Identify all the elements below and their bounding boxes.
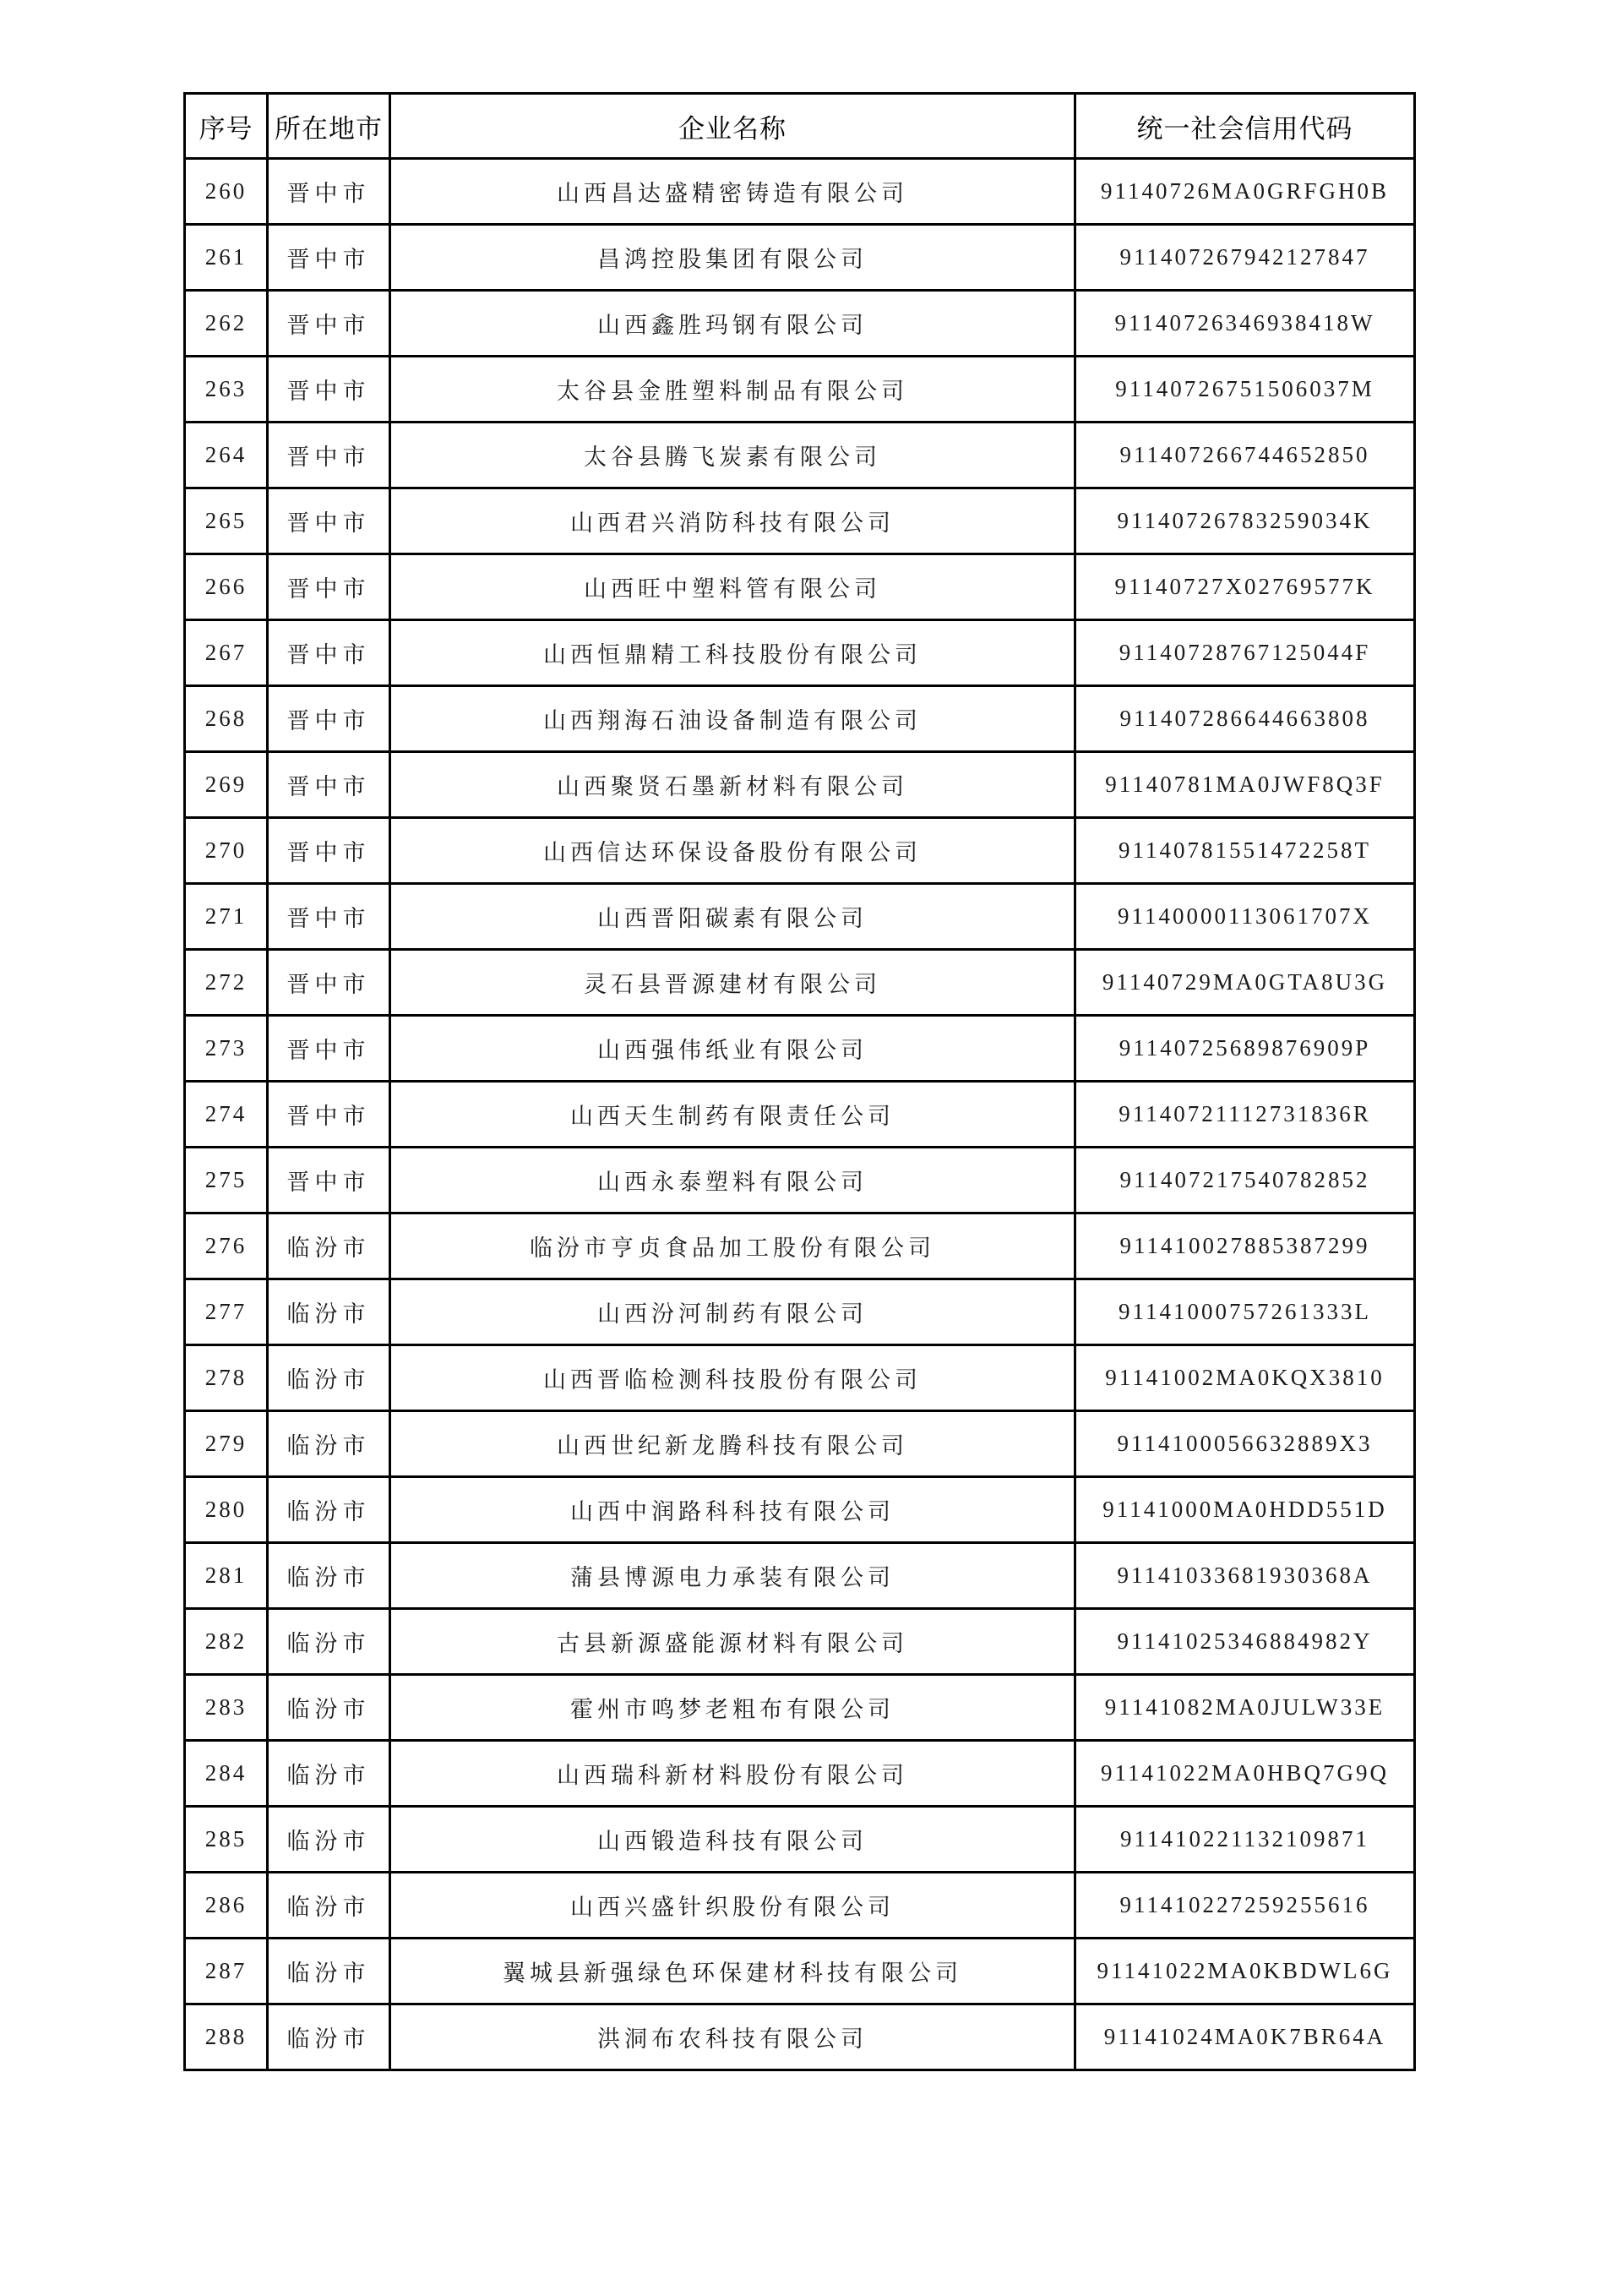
enterprise-name-cell: 山西中润路科科技有限公司 — [390, 1477, 1075, 1543]
credit-code-cell: 91141024MA0K7BR64A — [1075, 2004, 1415, 2070]
serial-number-cell: 286 — [185, 1873, 268, 1939]
table-row — [185, 818, 1415, 884]
serial-number-cell: 281 — [185, 1543, 268, 1609]
credit-code-cell: 91140726751506037M — [1075, 357, 1415, 423]
city-cell: 晋中市 — [268, 225, 390, 291]
credit-code-cell: 91141082MA0JULW33E — [1075, 1675, 1415, 1741]
credit-code-cell: 9114100056632889X3 — [1075, 1411, 1415, 1477]
enterprise-name-cell: 山西旺中塑料管有限公司 — [390, 554, 1075, 620]
credit-code-cell: 91140729MA0GTA8U3G — [1075, 950, 1415, 1016]
enterprise-name-cell: 山西聚贤石墨新材料有限公司 — [390, 752, 1075, 818]
enterprise-name-cell: 灵石县晋源建材有限公司 — [390, 950, 1075, 1016]
table-header — [185, 94, 1415, 159]
serial-number-cell: 272 — [185, 950, 268, 1016]
city-cell: 临汾市 — [268, 1213, 390, 1279]
table-row — [185, 752, 1415, 818]
serial-number-cell: 282 — [185, 1609, 268, 1675]
city-cell: 晋中市 — [268, 357, 390, 423]
city-cell: 晋中市 — [268, 488, 390, 554]
enterprise-name-cell: 太谷县腾飞炭素有限公司 — [390, 423, 1075, 488]
city-cell: 晋中市 — [268, 620, 390, 686]
credit-code-cell: 911407217540782852 — [1075, 1148, 1415, 1213]
city-cell: 晋中市 — [268, 818, 390, 884]
serial-number-cell: 274 — [185, 1082, 268, 1148]
enterprise-name-cell: 山西翔海石油设备制造有限公司 — [390, 686, 1075, 752]
serial-number-cell: 288 — [185, 2004, 268, 2070]
header-city: 所在地市 — [268, 94, 390, 159]
credit-code-cell: 911407267942127847 — [1075, 225, 1415, 291]
enterprise-name-cell: 翼城县新强绿色环保建材科技有限公司 — [390, 1939, 1075, 2004]
table-row — [185, 1016, 1415, 1082]
credit-code-cell: 91140725689876909P — [1075, 1016, 1415, 1082]
table-row — [185, 2004, 1415, 2070]
city-cell: 晋中市 — [268, 752, 390, 818]
city-cell: 临汾市 — [268, 2004, 390, 2070]
enterprise-name-cell: 霍州市鸣梦老粗布有限公司 — [390, 1675, 1075, 1741]
credit-code-cell: 91140781551472258T — [1075, 818, 1415, 884]
city-cell: 晋中市 — [268, 423, 390, 488]
city-cell: 晋中市 — [268, 686, 390, 752]
city-cell: 临汾市 — [268, 1675, 390, 1741]
enterprise-name-cell: 蒲县博源电力承装有限公司 — [390, 1543, 1075, 1609]
enterprise-name-cell: 山西信达环保设备股份有限公司 — [390, 818, 1075, 884]
credit-code-cell: 91141000757261333L — [1075, 1279, 1415, 1345]
credit-code-cell: 91141033681930368A — [1075, 1543, 1415, 1609]
serial-number-cell: 261 — [185, 225, 268, 291]
enterprise-name-cell: 山西晋阳碳素有限公司 — [390, 884, 1075, 950]
credit-code-cell: 91141025346884982Y — [1075, 1609, 1415, 1675]
enterprise-name-cell: 山西汾河制药有限公司 — [390, 1279, 1075, 1345]
serial-number-cell: 285 — [185, 1807, 268, 1873]
serial-number-cell: 268 — [185, 686, 268, 752]
serial-number-cell: 287 — [185, 1939, 268, 2004]
serial-number-cell: 266 — [185, 554, 268, 620]
city-cell: 临汾市 — [268, 1741, 390, 1807]
table-row — [185, 1279, 1415, 1345]
credit-code-cell: 91140728767125044F — [1075, 620, 1415, 686]
table-row — [185, 1873, 1415, 1939]
enterprise-list-table — [183, 92, 1416, 2071]
city-cell: 临汾市 — [268, 1807, 390, 1873]
enterprise-name-cell: 山西强伟纸业有限公司 — [390, 1016, 1075, 1082]
credit-code-cell: 91140726346938418W — [1075, 291, 1415, 357]
enterprise-name-cell: 山西天生制药有限责任公司 — [390, 1082, 1075, 1148]
credit-code-cell: 91140781MA0JWF8Q3F — [1075, 752, 1415, 818]
enterprise-name-cell: 太谷县金胜塑料制品有限公司 — [390, 357, 1075, 423]
table-row — [185, 686, 1415, 752]
serial-number-cell: 273 — [185, 1016, 268, 1082]
serial-number-cell: 276 — [185, 1213, 268, 1279]
credit-code-cell: 91140000113061707X — [1075, 884, 1415, 950]
enterprise-name-cell: 山西君兴消防科技有限公司 — [390, 488, 1075, 554]
serial-number-cell: 283 — [185, 1675, 268, 1741]
table-row — [185, 488, 1415, 554]
enterprise-name-cell: 古县新源盛能源材料有限公司 — [390, 1609, 1075, 1675]
city-cell: 临汾市 — [268, 1345, 390, 1411]
table-row — [185, 1741, 1415, 1807]
serial-number-cell: 271 — [185, 884, 268, 950]
enterprise-name-cell: 山西恒鼎精工科技股份有限公司 — [390, 620, 1075, 686]
credit-code-cell: 911410027885387299 — [1075, 1213, 1415, 1279]
serial-number-cell: 262 — [185, 291, 268, 357]
table-row — [185, 357, 1415, 423]
table-row — [185, 1148, 1415, 1213]
enterprise-name-cell: 山西昌达盛精密铸造有限公司 — [390, 159, 1075, 225]
serial-number-cell: 278 — [185, 1345, 268, 1411]
city-cell: 临汾市 — [268, 1411, 390, 1477]
serial-number-cell: 280 — [185, 1477, 268, 1543]
serial-number-cell: 263 — [185, 357, 268, 423]
serial-number-cell: 269 — [185, 752, 268, 818]
city-cell: 临汾市 — [268, 1543, 390, 1609]
city-cell: 临汾市 — [268, 1477, 390, 1543]
credit-code-cell: 91141002MA0KQX3810 — [1075, 1345, 1415, 1411]
serial-number-cell: 275 — [185, 1148, 268, 1213]
city-cell: 临汾市 — [268, 1939, 390, 2004]
table-row — [185, 1939, 1415, 2004]
table-row — [185, 1082, 1415, 1148]
serial-number-cell: 265 — [185, 488, 268, 554]
serial-number-cell: 260 — [185, 159, 268, 225]
table-row — [185, 1213, 1415, 1279]
credit-code-cell: 911407286644663808 — [1075, 686, 1415, 752]
city-cell: 晋中市 — [268, 1082, 390, 1148]
serial-number-cell: 279 — [185, 1411, 268, 1477]
table-row — [185, 554, 1415, 620]
credit-code-cell: 911410227259255616 — [1075, 1873, 1415, 1939]
table-row — [185, 1345, 1415, 1411]
serial-number-cell: 270 — [185, 818, 268, 884]
credit-code-cell: 91140721112731836R — [1075, 1082, 1415, 1148]
enterprise-name-cell: 山西晋临检测科技股份有限公司 — [390, 1345, 1075, 1411]
serial-number-cell: 277 — [185, 1279, 268, 1345]
enterprise-name-cell: 山西世纪新龙腾科技有限公司 — [390, 1411, 1075, 1477]
city-cell: 晋中市 — [268, 1148, 390, 1213]
table-row — [185, 950, 1415, 1016]
table-row — [185, 225, 1415, 291]
header-serial-number: 序号 — [185, 94, 268, 159]
table-row — [185, 1675, 1415, 1741]
credit-code-cell: 91140727X02769577K — [1075, 554, 1415, 620]
table-body — [185, 159, 1415, 2070]
serial-number-cell: 264 — [185, 423, 268, 488]
city-cell: 临汾市 — [268, 1873, 390, 1939]
serial-number-cell: 284 — [185, 1741, 268, 1807]
serial-number-cell: 267 — [185, 620, 268, 686]
table-row — [185, 620, 1415, 686]
enterprise-name-cell: 山西兴盛针织股份有限公司 — [390, 1873, 1075, 1939]
table-row — [185, 1543, 1415, 1609]
credit-code-cell: 91140726MA0GRFGH0B — [1075, 159, 1415, 225]
credit-code-cell: 91140726783259034K — [1075, 488, 1415, 554]
table-row — [185, 159, 1415, 225]
table-row — [185, 423, 1415, 488]
credit-code-cell: 91141000MA0HDD551D — [1075, 1477, 1415, 1543]
header-credit-code: 统一社会信用代码 — [1075, 94, 1415, 159]
table-row — [185, 1609, 1415, 1675]
enterprise-name-cell: 山西鑫胜玛钢有限公司 — [390, 291, 1075, 357]
enterprise-name-cell: 山西锻造科技有限公司 — [390, 1807, 1075, 1873]
credit-code-cell: 911410221132109871 — [1075, 1807, 1415, 1873]
table-row — [185, 1807, 1415, 1873]
enterprise-name-cell: 山西永泰塑料有限公司 — [390, 1148, 1075, 1213]
city-cell: 晋中市 — [268, 554, 390, 620]
city-cell: 晋中市 — [268, 950, 390, 1016]
enterprise-name-cell: 山西瑞科新材料股份有限公司 — [390, 1741, 1075, 1807]
city-cell: 晋中市 — [268, 1016, 390, 1082]
enterprise-name-cell: 昌鸿控股集团有限公司 — [390, 225, 1075, 291]
header-enterprise-name: 企业名称 — [390, 94, 1075, 159]
credit-code-cell: 911407266744652850 — [1075, 423, 1415, 488]
city-cell: 临汾市 — [268, 1609, 390, 1675]
table-row — [185, 291, 1415, 357]
header-row — [185, 94, 1415, 159]
city-cell: 晋中市 — [268, 884, 390, 950]
enterprise-name-cell: 临汾市亨贞食品加工股份有限公司 — [390, 1213, 1075, 1279]
city-cell: 晋中市 — [268, 291, 390, 357]
city-cell: 晋中市 — [268, 159, 390, 225]
table-row — [185, 1477, 1415, 1543]
credit-code-cell: 91141022MA0KBDWL6G — [1075, 1939, 1415, 2004]
table-row — [185, 884, 1415, 950]
city-cell: 临汾市 — [268, 1279, 390, 1345]
enterprise-name-cell: 洪洞布农科技有限公司 — [390, 2004, 1075, 2070]
credit-code-cell: 91141022MA0HBQ7G9Q — [1075, 1741, 1415, 1807]
table-row — [185, 1411, 1415, 1477]
